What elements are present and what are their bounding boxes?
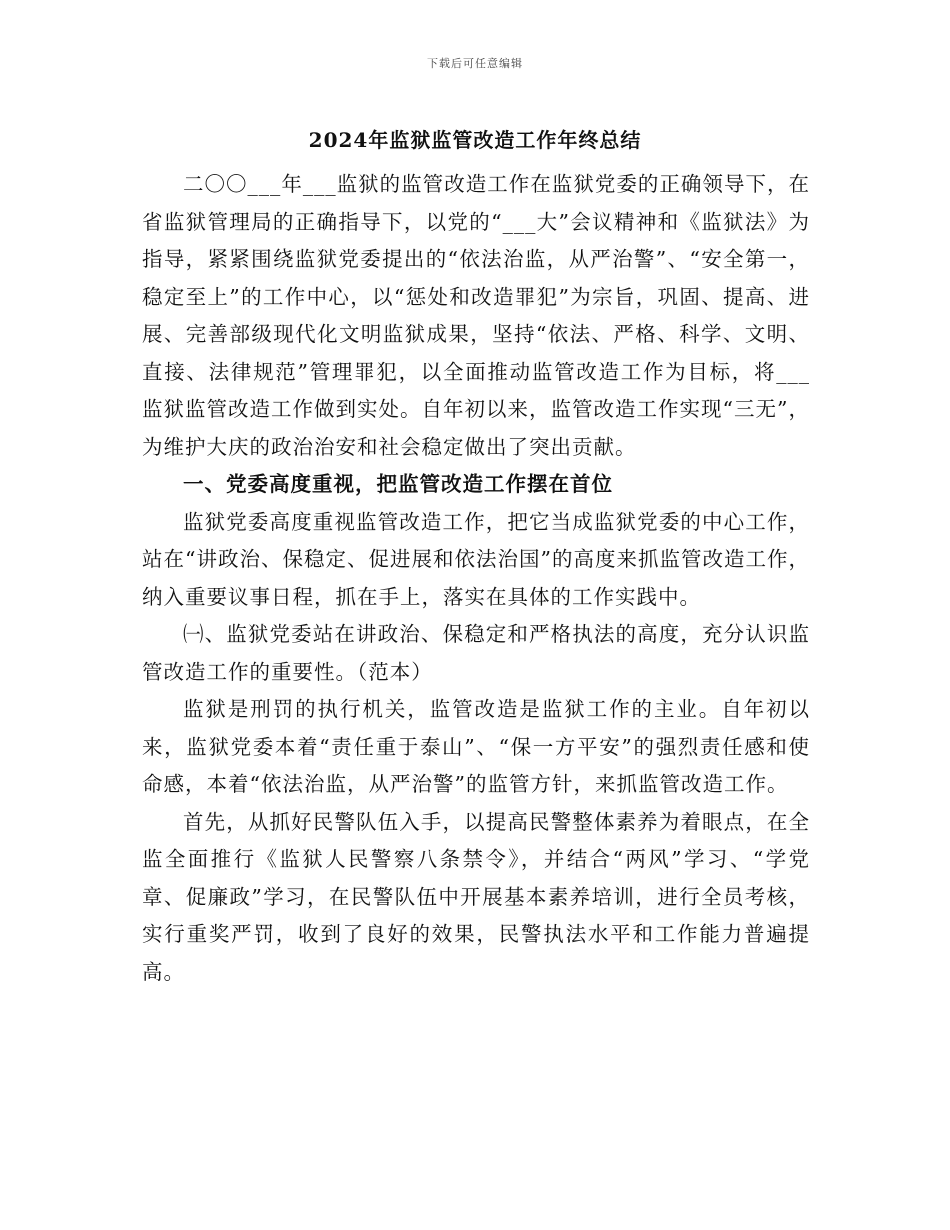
first-measure-paragraph: 首先，从抓好民警队伍入手，以提高民警整体素养为着眼点，在全监全面推行《监狱人民警察八条禁令》，并结合“两风”学习、“学党章、促廉政”学习，在民警队伍中开展基本素养培训，进行全员考核，实行重奖严罚，收到了良好的效果，民警执法水平和工作能力普遍提高。 <box>142 809 810 984</box>
subsection-1-paragraph: 监狱是刑罚的执行机关，监管改造是监狱工作的主业。自年初以来，监狱党委本着“责任重于泰山”、“保一方平安”的强烈责任感和使命感，本着“依法治监，从严治警”的监管方针，来抓监管改造工作。 <box>142 697 810 796</box>
document-title: 2024年监狱监管改造工作年终总结 <box>308 128 642 152</box>
header-note: 下载后可任意编辑 <box>427 57 523 70</box>
subsection-1-heading: ㈠、监狱党委站在讲政治、保稳定和严格执法的高度，充分认识监管改造工作的重要性。（范本） <box>142 622 810 684</box>
section-heading-1: 一、党委高度重视，把监管改造工作摆在首位 <box>183 472 613 496</box>
section-1-paragraph: 监狱党委高度重视监管改造工作，把它当成监狱党委的中心工作，站在“讲政治、保稳定、促进展和依法治国”的高度来抓监管改造工作，纳入重要议事日程，抓在手上，落实在具体的工作实践中。 <box>142 509 810 609</box>
document-body <box>142 166 810 991</box>
intro-paragraph: 二〇〇___年___监狱的监管改造工作在监狱党委的正确领导下，在省监狱管理局的正确指导下，以党的“___大”会议精神和《监狱法》为指导，紧紧围绕监狱党委提出的“依法治监，从严治警”、“安全第一，稳定至上”的工作中心，以“惩处和改造罪犯”为宗旨，巩固、提高、进展、完善部级现代化文明监狱成果，坚持“依法、严格、科学、文明、直接、法律规范”管理罪犯，以全面推动监管改造工作为目标，将___监狱监管改造工作做到实处。自年初以来，监管改造工作实现“三无”，为维护大庆的政治治安和社会稳定做出了突出贡献。 <box>142 172 810 459</box>
